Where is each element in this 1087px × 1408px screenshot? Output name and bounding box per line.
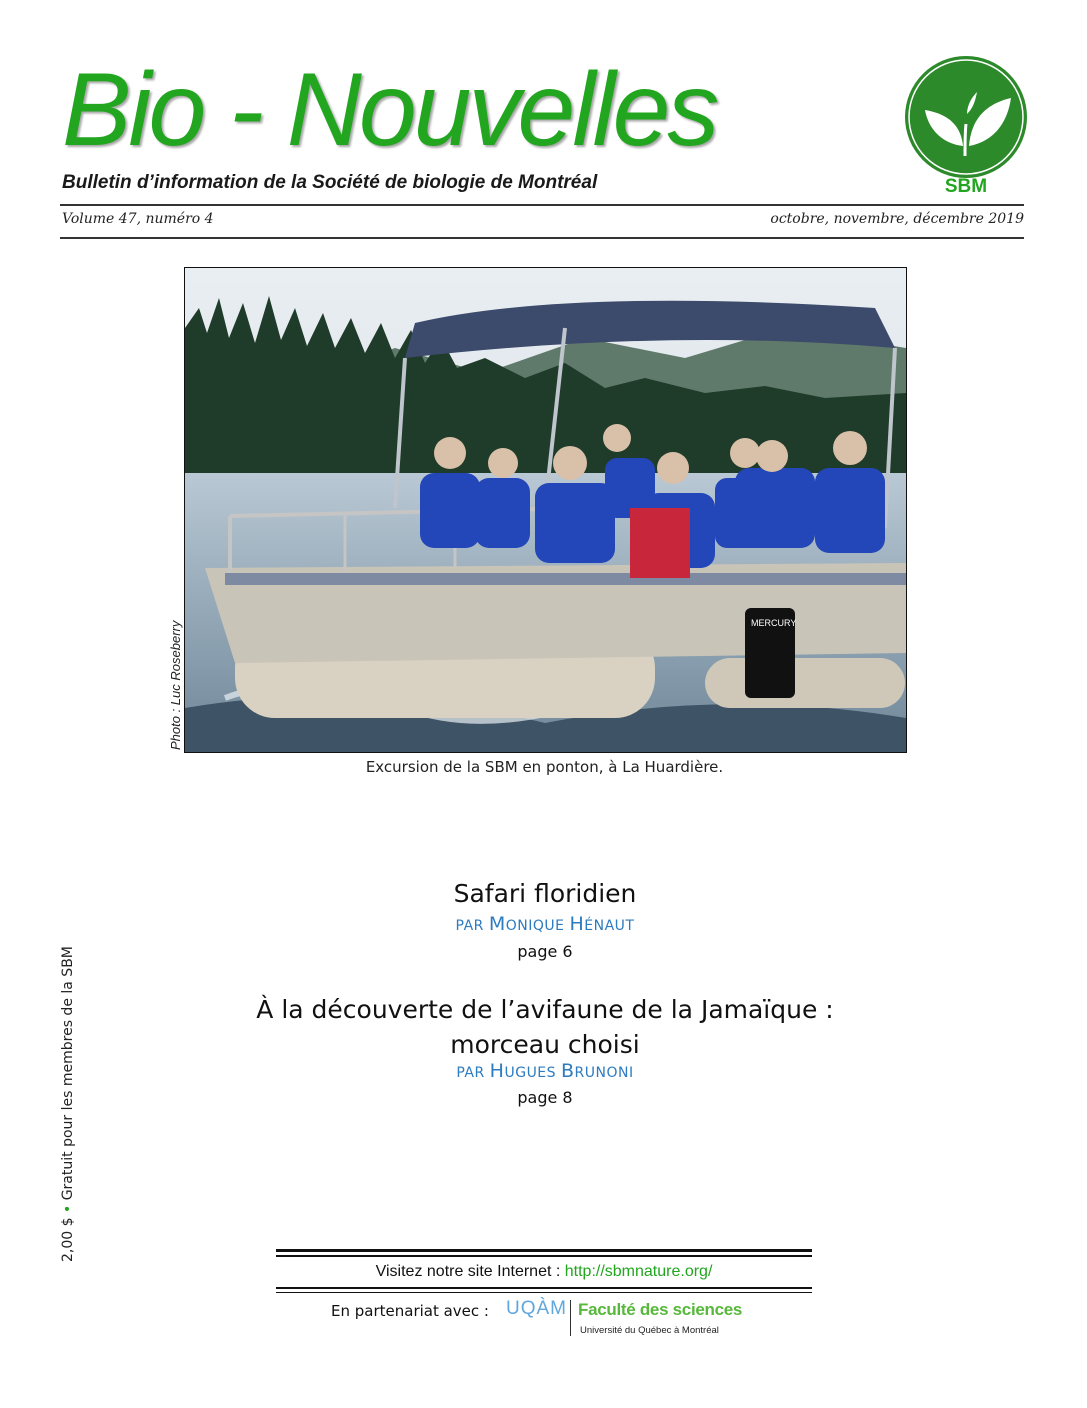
- free-for-members: Gratuit pour les membres de la SBM: [60, 946, 76, 1201]
- byline-prefix: PAR: [456, 1065, 485, 1081]
- logo-label: SBM: [944, 176, 988, 197]
- footer-rule: [276, 1249, 812, 1252]
- byline-initial: H: [489, 1060, 505, 1082]
- byline-initial: M: [488, 913, 506, 935]
- photo-credit: Photo : Luc Roseberry: [168, 620, 183, 750]
- footer-rule: [276, 1255, 812, 1257]
- pontoon-boat-photo: [185, 268, 906, 752]
- sprout-leaves-icon: [903, 54, 1029, 180]
- article-byline-1: [150, 913, 940, 935]
- partner-label: En partenariat avec :: [331, 1302, 489, 1320]
- website-link[interactable]: http://sbmnature.org/: [564, 1263, 713, 1280]
- article-byline-2: [150, 1060, 940, 1082]
- photo-caption: Excursion de la SBM en ponton, à La Huardière.: [365, 758, 724, 776]
- masthead-title: Bio - Nouvelles: [62, 52, 717, 168]
- footer-rule: [276, 1287, 812, 1289]
- masthead-subtitle: Bulletin d’information de la Société de biologie de Montréal: [62, 172, 598, 193]
- byline-rest: ÉNAUT: [584, 918, 635, 934]
- masthead-rule-top: [60, 204, 1024, 206]
- byline-prefix: PAR: [455, 918, 484, 934]
- byline-rest: RUNONI: [574, 1065, 634, 1081]
- price-note: [60, 946, 76, 1262]
- faculty-name: Faculté des sciences: [578, 1300, 743, 1319]
- website-line: [276, 1263, 812, 1281]
- byline-rest: UGUES: [504, 1065, 557, 1081]
- price: 2,00 $: [60, 1217, 76, 1262]
- motor-brand-label: MERCURY: [751, 618, 797, 628]
- uqam-logo: UQÀM: [506, 1298, 567, 1319]
- masthead-rule-bottom: [60, 237, 1024, 239]
- cover-photo: [184, 267, 907, 753]
- byline-initial: H: [569, 913, 585, 935]
- issue-date: octobre, novembre, décembre 2019: [770, 211, 1024, 227]
- article-page-2: page 8: [517, 1088, 573, 1107]
- footer-rule: [276, 1292, 812, 1293]
- bullet: •: [60, 1204, 76, 1214]
- article-title-2-line1: À la découverte de l’avifaune de la Jamaïque :: [256, 995, 834, 1024]
- issue-volume: Volume 47, numéro 4: [62, 211, 214, 227]
- university-name: Université du Québec à Montréal: [580, 1325, 719, 1336]
- article-page-1: page 6: [517, 942, 573, 961]
- byline-rest: ONIQUE: [505, 918, 565, 934]
- article-title-1: Safari floridien: [453, 879, 637, 908]
- byline-initial: B: [561, 1060, 575, 1082]
- article-title-2-line2: morceau choisi: [450, 1030, 640, 1059]
- partner-divider: [570, 1300, 571, 1336]
- visit-label: Visitez notre site Internet :: [375, 1263, 561, 1280]
